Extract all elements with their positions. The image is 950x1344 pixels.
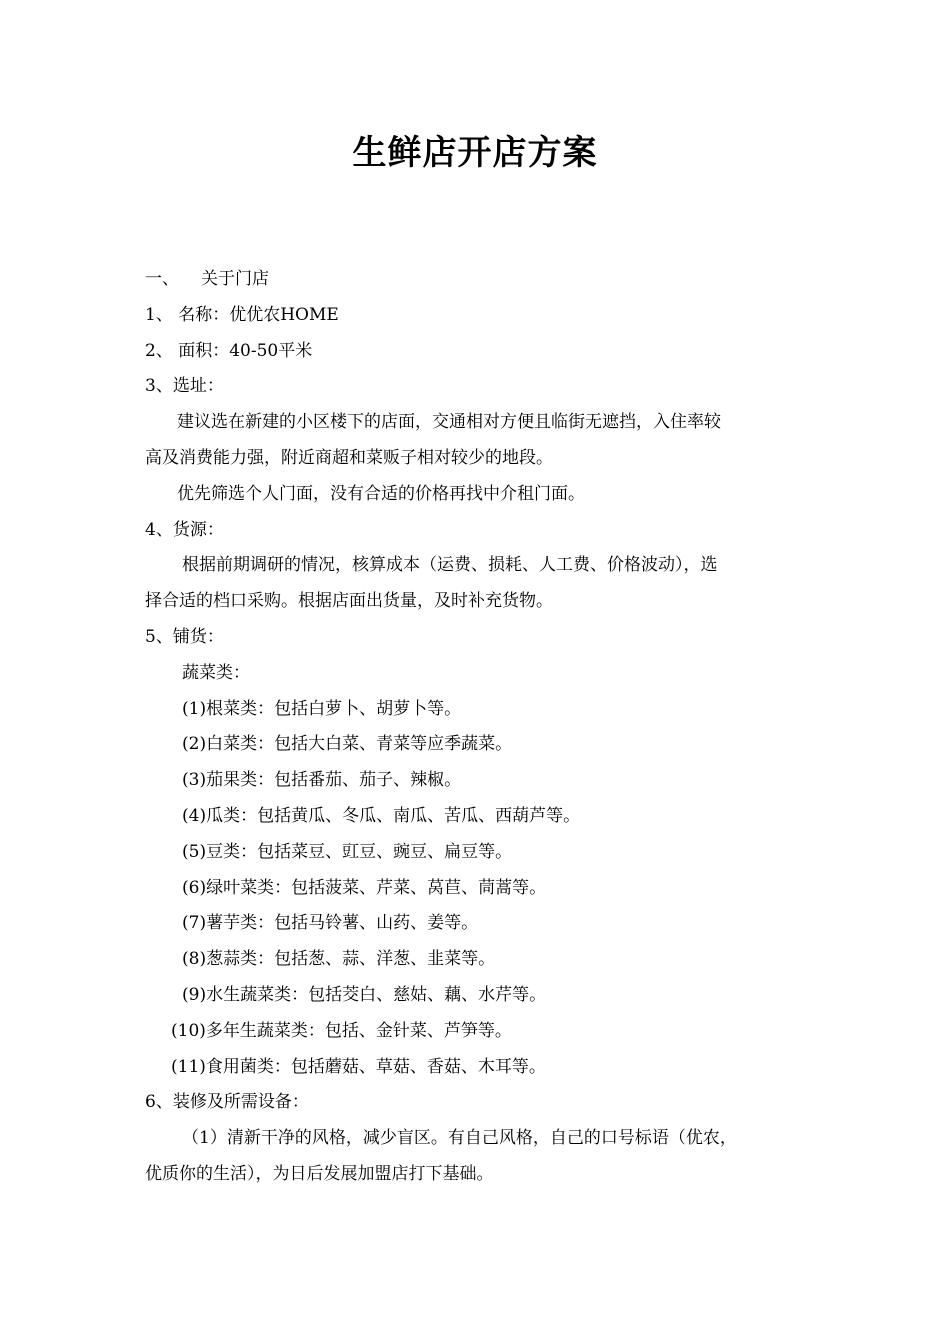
supply-label: 4、货源： (145, 519, 224, 540)
vegetable-item-6: (6)绿叶菜类：包括菠菜、芹菜、莴苣、茼蒿等。 (182, 877, 547, 898)
vegetable-item-7: (7)薯芋类：包括马铃薯、山药、姜等。 (182, 913, 479, 934)
document-title: 生鲜店开店方案 (352, 133, 598, 173)
location-paragraph-line-1: 建议选在新建的小区楼下的店面，交通相对方便且临街无遮挡，入住率较 (177, 412, 721, 433)
store-area-line: 2、 面积：40-50平米 (145, 340, 313, 361)
decoration-label: 6、装修及所需设备： (145, 1092, 309, 1113)
section-number: 一、 (145, 269, 179, 289)
document-body (145, 262, 810, 1193)
vegetable-item-8: (8)葱蒜类：包括葱、蒜、洋葱、韭菜等。 (182, 949, 496, 970)
vegetable-item-3: (3)茄果类：包括番茄、茄子、辣椒。 (182, 770, 462, 791)
vegetable-item-2: (2)白菜类：包括大白菜、青菜等应季蔬菜。 (182, 734, 513, 755)
decoration-paragraph-line-1: （1）清新干净的风格，减少盲区。有自己风格，自己的口号标语（优农， (182, 1128, 737, 1149)
supply-paragraph-line-2: 择合适的档口采购。根据店面出货量，及时补充货物。 (145, 591, 553, 612)
vegetable-item-9: (9)水生蔬菜类：包括茭白、慈姑、藕、水芹等。 (182, 984, 547, 1005)
stock-label: 5、铺货： (145, 626, 224, 647)
section-heading-1 (145, 262, 810, 298)
vegetable-item-4: (4)瓜类：包括黄瓜、冬瓜、南瓜、苦瓜、西葫芦等。 (182, 805, 581, 826)
location-paragraph-2: 优先筛选个人门面，没有合适的价格再找中介租门面。 (177, 483, 585, 504)
location-label: 3、选址： (145, 376, 224, 397)
vegetable-item-1: (1)根菜类：包括白萝卜、胡萝卜等。 (182, 698, 462, 719)
vegetable-item-10: (10)多年生蔬菜类：包括、金针菜、芦笋等。 (171, 1020, 512, 1041)
location-paragraph-line-2: 高及消费能力强，附近商超和菜贩子相对较少的地段。 (145, 447, 553, 468)
section-heading-text: 关于门店 (201, 269, 269, 289)
vegetable-item-11: (11)食用菌类：包括蘑菇、草菇、香菇、木耳等。 (171, 1056, 546, 1077)
decoration-paragraph-line-2: 优质你的生活），为日后发展加盟店打下基础。 (145, 1163, 494, 1184)
store-name-line: 1、 名称：优优农HOME (145, 304, 339, 325)
supply-paragraph-line-1: 根据前期调研的情况，核算成本（运费、损耗、人工费、价格波动），选 (182, 555, 718, 576)
vegetable-item-5: (5)豆类：包括菜豆、豇豆、豌豆、扁豆等。 (182, 841, 513, 862)
vegetable-category-label: 蔬菜类： (182, 662, 250, 683)
